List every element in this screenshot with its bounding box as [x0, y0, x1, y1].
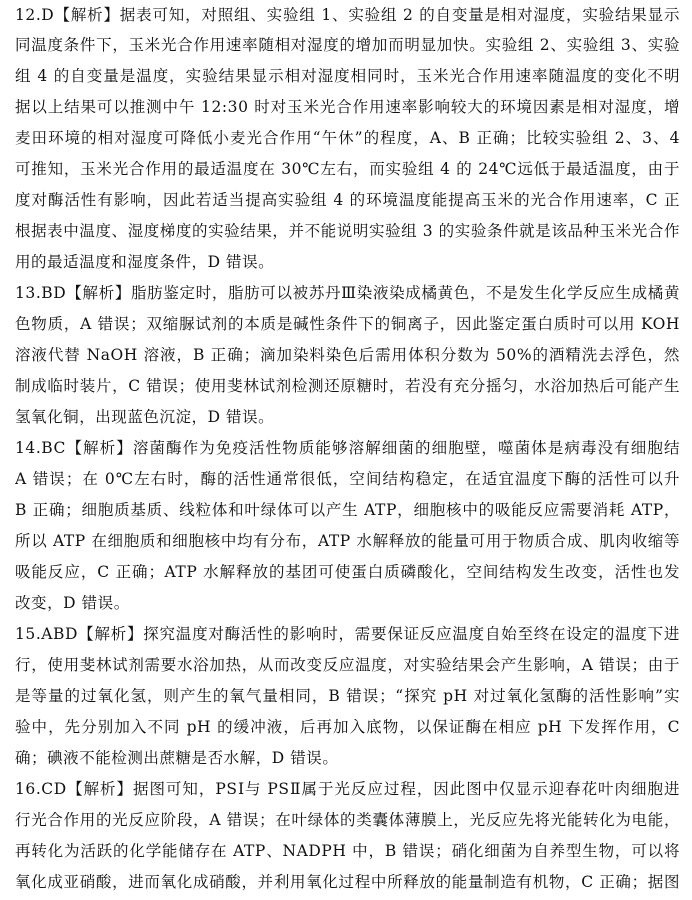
text-line-28: 再转化为活跃的化学能储存在 ATP、NADPH 中，B 错误；硝化细菌为自养型生物，可以将: [15, 842, 680, 860]
text-line-21: 15.ABD【解析】探究温度对酶活性的影响时，需要保证反应温度自始至终在设定的温度下进: [15, 625, 680, 643]
text-line-16: A 错误；在 0℃左右时，酶的活性通常很低，空间结构稳定，在适宜温度下酶的活性可以升: [15, 470, 680, 488]
text-line-10: 13.BD【解析】脂肪鉴定时，脂肪可以被苏丹Ⅲ染液染成橘黄色，不是发生化学反应生成橘黄: [15, 284, 680, 302]
text-line-9: 用的最适温度和湿度条件，D 错误。: [15, 253, 275, 271]
text-line-12: 溶液代替 NaOH 溶液，B 正确；滴加染料染色后需用体积分数为 50%的酒精洗去浮色，然: [15, 346, 680, 364]
text-line-17: B 正确；细胞质基质、线粒体和叶绿体可以产生 ATP，细胞核中的吸能反应需要消耗 ATP，: [15, 501, 680, 519]
text-line-19: 吸能反应，C 正确；ATP 水解释放的基团可使蛋白质磷酸化，空间结构发生改变，活性也发: [15, 563, 680, 581]
text-line-7: 度对酶活性有影响，因此若适当提高实验组 4 的环境温度能提高玉米的光合作用速率，C 正: [15, 191, 680, 209]
text-line-25: 确；碘液不能检测出蔗糖是否水解，D 错误。: [15, 749, 339, 767]
text-line-15: 14.BC【解析】溶菌酶作为免疫活性物质能够溶解细菌的细胞壁，噬菌体是病毒没有细胞结: [15, 439, 680, 457]
text-line-5: 麦田环境的相对湿度可降低小麦光合作用“午休”的程度，A、B 正确；比较实验组 2、3、4: [15, 129, 680, 147]
text-line-18: 所以 ATP 在细胞质和细胞核中均有分布，ATP 水解释放的能量可用于物质合成、肌肉收缩等: [15, 532, 680, 550]
text-line-3: 组 4 的自变量是温度，实验结果显示相对湿度相同时，玉米光合作用速率随温度的变化不明: [15, 67, 680, 85]
text-line-4: 据以上结果可以推测中午 12:30 时对玉米光合作用速率影响较大的环境因素是相对湿度，增: [15, 98, 680, 116]
text-line-29: 氧化成亚硝酸，进而氧化成硝酸，并利用氧化过程中所释放的能量制造有机物，C 正确；据图: [15, 873, 680, 891]
text-line-8: 根据表中温度、湿度梯度的实验结果，并不能说明实验组 3 的实验条件就是该品种玉米光合作: [15, 222, 680, 240]
text-line-27: 行光合作用的光反应阶段，A 错误；在叶绿体的类囊体薄膜上，光反应先将光能转化为电能，: [15, 811, 680, 829]
text-line-1: 12.D【解析】据表可知，对照组、实验组 1、实验组 2 的自变量是相对湿度，实验结果显示: [15, 6, 680, 24]
text-line-23: 是等量的过氧化氢，则产生的氧气量相同，B 错误；“探究 pH 对过氧化氢酶的活性影响”实: [15, 687, 680, 705]
text-line-11: 色物质，A 错误；双缩脲试剂的本质是碱性条件下的铜离子，因此鉴定蛋白质时可以用 KOH: [15, 315, 680, 333]
text-line-6: 可推知，玉米光合作用的最适温度在 30℃左右，而实验组 4 的 24℃远低于最适温度，由于: [15, 160, 680, 178]
text-line-24: 验中，先分别加入不同 pH 的缓冲液，后再加入底物，以保证酶在相应 pH 下发挥作用，C: [15, 718, 680, 736]
text-line-14: 氢氧化铜，出现蓝色沉淀，D 错误。: [15, 408, 275, 426]
text-line-22: 行，使用斐林试剂需要水浴加热，从而改变反应温度，对实验结果会产生影响，A 错误；由于: [15, 656, 680, 674]
text-line-26: 16.CD【解析】据图可知，PSⅠ与 PSⅡ属于光反应过程，因此图中仅显示迎春花叶肉细胞进: [15, 780, 680, 798]
text-line-20: 改变，D 错误。: [15, 594, 130, 612]
text-line-2: 同温度条件下，玉米光合作用速率随相对湿度的增加而明显加快。实验组 2、实验组 3、实验: [15, 36, 680, 54]
text-line-13: 制成临时装片，C 错误；使用斐林试剂检测还原糖时，若没有充分摇匀，水浴加热后可能产生: [15, 377, 680, 395]
